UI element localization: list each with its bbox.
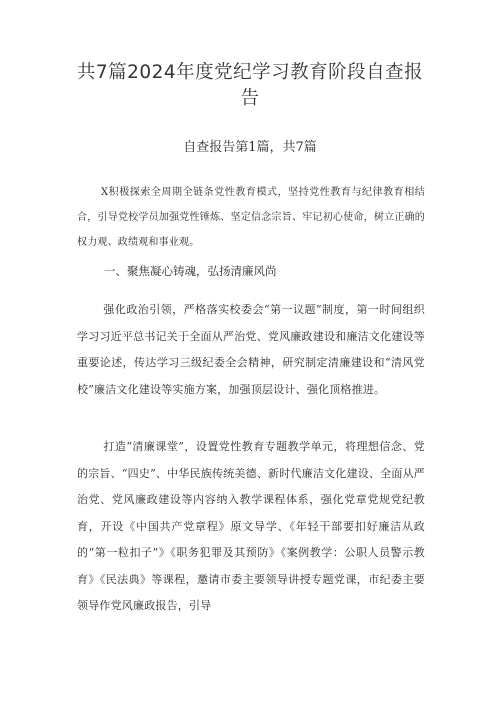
paragraph-clean-classroom: 打造“清廉课堂”，设置党性教育专题教学单元，将理想信念、党的宗旨、“四史”、中华民族传统美德、新时代廉洁文化建设、全面从严治党、党风廉政建设等内容纳入教学课程体系，强化党章党规党纪教育，开设《中国共产党章程》原文导学、《年轻干部要扣好廉洁从政的“第一粒扣子”》《职务犯罪及其预防》《案例教学：公职人员警示教育》《民法典》等课程，邀请市委主要领导讲授专题党课，市纪委主要领导作党风廉政报告，引导 [77, 440, 425, 612]
paragraph-intro: X积极探索全周期全链条党性教育模式，坚持党性教育与纪律教育相结合，引导党校学员加强党性锤炼、坚定信念宗旨、牢记初心使命，树立正确的权力观、政绩观和事业观。 [77, 187, 425, 248]
document-subtitle: 自查报告第1篇，共7篇 [183, 140, 317, 155]
section-heading: 一、聚焦凝心铸魂，弘扬清廉风尚 [104, 264, 277, 278]
paragraph-political-guidance: 强化政治引领，严格落实校委会“第一议题”制度，第一时间组织学习习近平总书记关于全面从严治党、党风廉政建设和廉洁文化建设等重要论述，传达学习三级纪委全会精神，研究制定清廉建设和“清风党校”廉洁文化建设等实施方案，加强顶层设计、强化顶格推进。 [77, 303, 425, 396]
document-title: 共7篇2024年度党纪学习教育阶段自查报告 [76, 62, 424, 109]
